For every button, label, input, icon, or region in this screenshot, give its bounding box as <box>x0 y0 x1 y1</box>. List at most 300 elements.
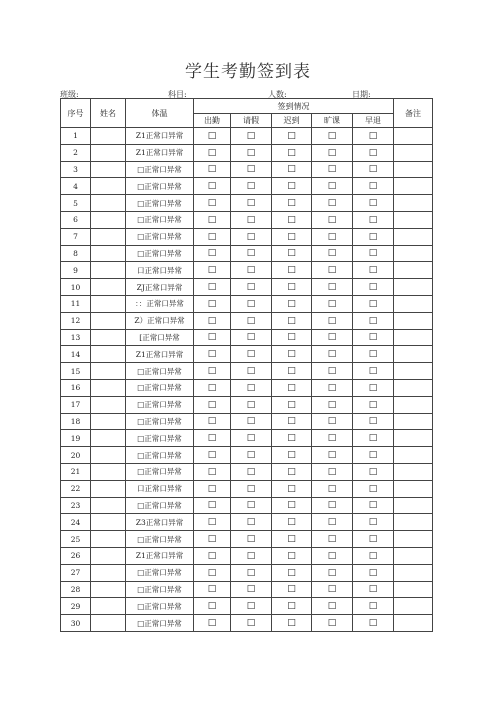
late-checkbox[interactable]: □ <box>272 161 312 178</box>
header-note: 备注 <box>394 99 433 128</box>
table-row <box>61 497 433 514</box>
table-row <box>61 564 433 581</box>
absent-checkbox[interactable]: □ <box>312 295 353 312</box>
early-leave-checkbox[interactable]: □ <box>353 144 394 161</box>
row-number: 1 <box>61 128 91 145</box>
absent-checkbox[interactable]: □ <box>312 363 353 380</box>
absent-checkbox[interactable]: □ <box>312 128 353 145</box>
absent-checkbox[interactable]: □ <box>312 396 353 413</box>
name-cell[interactable] <box>91 245 126 262</box>
note-cell[interactable] <box>394 144 433 161</box>
leave-checkbox[interactable]: □ <box>231 295 272 312</box>
early-leave-checkbox[interactable]: □ <box>353 363 394 380</box>
absent-checkbox[interactable]: □ <box>312 463 353 480</box>
row-number: 11 <box>61 295 91 312</box>
note-cell[interactable] <box>394 396 433 413</box>
late-checkbox[interactable]: □ <box>272 279 312 296</box>
temperature-cell[interactable]: ：：正常口异常 <box>126 295 194 312</box>
temperature-cell[interactable]: □正常口异常 <box>126 531 194 548</box>
leave-checkbox[interactable]: □ <box>231 363 272 380</box>
name-cell[interactable] <box>91 497 126 514</box>
present-checkbox[interactable]: □ <box>194 514 231 531</box>
header-leave: 请假 <box>231 114 272 128</box>
row-number: 5 <box>61 195 91 212</box>
header-checkin: 签到情况 <box>194 99 394 114</box>
name-cell[interactable] <box>91 312 126 329</box>
note-cell[interactable] <box>394 497 433 514</box>
early-leave-checkbox[interactable]: □ <box>353 615 394 632</box>
table-row <box>61 228 433 245</box>
absent-checkbox[interactable]: □ <box>312 480 353 497</box>
leave-checkbox[interactable]: □ <box>231 413 272 430</box>
note-cell[interactable] <box>394 615 433 632</box>
present-checkbox[interactable]: □ <box>194 279 231 296</box>
header-name: 姓名 <box>91 99 126 128</box>
early-leave-checkbox[interactable]: □ <box>353 161 394 178</box>
temperature-cell[interactable]: □正常口异常 <box>126 228 194 245</box>
row-number: 23 <box>61 497 91 514</box>
note-cell[interactable] <box>394 463 433 480</box>
table-row <box>61 547 433 564</box>
absent-checkbox[interactable]: □ <box>312 430 353 447</box>
row-number: 12 <box>61 312 91 329</box>
row-number: 3 <box>61 161 91 178</box>
row-number: 10 <box>61 279 91 296</box>
name-cell[interactable] <box>91 279 126 296</box>
leave-checkbox[interactable]: □ <box>231 531 272 548</box>
leave-checkbox[interactable]: □ <box>231 430 272 447</box>
table-row <box>61 279 433 296</box>
present-checkbox[interactable]: □ <box>194 228 231 245</box>
early-leave-checkbox[interactable]: □ <box>353 547 394 564</box>
row-number: 25 <box>61 531 91 548</box>
absent-checkbox[interactable]: □ <box>312 262 353 279</box>
temperature-cell[interactable]: Z1正常口异常 <box>126 144 194 161</box>
name-cell[interactable] <box>91 295 126 312</box>
name-cell[interactable] <box>91 346 126 363</box>
temperature-cell[interactable]: □正常口异常 <box>126 564 194 581</box>
late-checkbox[interactable]: □ <box>272 312 312 329</box>
leave-checkbox[interactable]: □ <box>231 161 272 178</box>
leave-checkbox[interactable]: □ <box>231 128 272 145</box>
name-cell[interactable] <box>91 463 126 480</box>
late-checkbox[interactable]: □ <box>272 211 312 228</box>
late-checkbox[interactable]: □ <box>272 144 312 161</box>
name-cell[interactable] <box>91 195 126 212</box>
late-checkbox[interactable]: □ <box>272 228 312 245</box>
leave-checkbox[interactable]: □ <box>231 262 272 279</box>
note-cell[interactable] <box>394 161 433 178</box>
late-checkbox[interactable]: □ <box>272 396 312 413</box>
leave-checkbox[interactable]: □ <box>231 228 272 245</box>
leave-checkbox[interactable]: □ <box>231 396 272 413</box>
early-leave-checkbox[interactable]: □ <box>353 514 394 531</box>
present-checkbox[interactable]: □ <box>194 396 231 413</box>
absent-checkbox[interactable]: □ <box>312 211 353 228</box>
early-leave-checkbox[interactable]: □ <box>353 245 394 262</box>
note-cell[interactable] <box>394 430 433 447</box>
note-cell[interactable] <box>394 363 433 380</box>
leave-checkbox[interactable]: □ <box>231 463 272 480</box>
late-checkbox[interactable]: □ <box>272 430 312 447</box>
late-checkbox[interactable]: □ <box>272 128 312 145</box>
note-cell[interactable] <box>394 279 433 296</box>
temperature-cell[interactable]: □正常口异常 <box>126 581 194 598</box>
present-checkbox[interactable]: □ <box>194 312 231 329</box>
name-cell[interactable] <box>91 228 126 245</box>
temperature-cell[interactable]: Z1正常口异常 <box>126 128 194 145</box>
temperature-cell[interactable]: 口正常口异常 <box>126 262 194 279</box>
temperature-cell[interactable]: □正常口异常 <box>126 463 194 480</box>
note-cell[interactable] <box>394 312 433 329</box>
present-checkbox[interactable]: □ <box>194 262 231 279</box>
temperature-cell[interactable]: □正常口异常 <box>126 598 194 615</box>
late-checkbox[interactable]: □ <box>272 598 312 615</box>
table-row <box>61 178 433 195</box>
row-number: 18 <box>61 413 91 430</box>
name-cell[interactable] <box>91 379 126 396</box>
absent-checkbox[interactable]: □ <box>312 547 353 564</box>
name-cell[interactable] <box>91 598 126 615</box>
temperature-cell[interactable]: □正常口异常 <box>126 497 194 514</box>
leave-checkbox[interactable]: □ <box>231 379 272 396</box>
temperature-cell[interactable]: □正常口异常 <box>126 615 194 632</box>
row-number: 14 <box>61 346 91 363</box>
leave-checkbox[interactable]: □ <box>231 211 272 228</box>
early-leave-checkbox[interactable]: □ <box>353 195 394 212</box>
early-leave-checkbox[interactable]: □ <box>353 379 394 396</box>
name-cell[interactable] <box>91 178 126 195</box>
name-cell[interactable] <box>91 262 126 279</box>
table-row <box>61 463 433 480</box>
temperature-cell[interactable]: Z1正常口异常 <box>126 547 194 564</box>
early-leave-checkbox[interactable]: □ <box>353 581 394 598</box>
note-cell[interactable] <box>394 581 433 598</box>
row-number: 20 <box>61 447 91 464</box>
present-checkbox[interactable]: □ <box>194 295 231 312</box>
present-checkbox[interactable]: □ <box>194 413 231 430</box>
name-cell[interactable] <box>91 547 126 564</box>
present-checkbox[interactable]: □ <box>194 598 231 615</box>
present-checkbox[interactable]: □ <box>194 615 231 632</box>
name-cell[interactable] <box>91 447 126 464</box>
table-row <box>61 430 433 447</box>
leave-checkbox[interactable]: □ <box>231 312 272 329</box>
note-cell[interactable] <box>394 379 433 396</box>
table-row <box>61 413 433 430</box>
attendance-table <box>60 98 433 632</box>
temperature-cell[interactable]: □正常口异常 <box>126 245 194 262</box>
absent-checkbox[interactable]: □ <box>312 413 353 430</box>
name-cell[interactable] <box>91 161 126 178</box>
row-number: 27 <box>61 564 91 581</box>
name-cell[interactable] <box>91 329 126 346</box>
header-early-leave: 早退 <box>353 114 394 128</box>
late-checkbox[interactable]: □ <box>272 245 312 262</box>
row-number: 21 <box>61 463 91 480</box>
early-leave-checkbox[interactable]: □ <box>353 430 394 447</box>
temperature-cell[interactable]: Z1正常口异常 <box>126 346 194 363</box>
present-checkbox[interactable]: □ <box>194 447 231 464</box>
present-checkbox[interactable]: □ <box>194 144 231 161</box>
row-number: 2 <box>61 144 91 161</box>
late-checkbox[interactable]: □ <box>272 178 312 195</box>
absent-checkbox[interactable]: □ <box>312 161 353 178</box>
late-checkbox[interactable]: □ <box>272 564 312 581</box>
name-cell[interactable] <box>91 531 126 548</box>
name-cell[interactable] <box>91 514 126 531</box>
leave-checkbox[interactable]: □ <box>231 615 272 632</box>
early-leave-checkbox[interactable]: □ <box>353 396 394 413</box>
name-cell[interactable] <box>91 480 126 497</box>
page-title: 学生考勤签到表 <box>185 62 311 82</box>
present-checkbox[interactable]: □ <box>194 346 231 363</box>
early-leave-checkbox[interactable]: □ <box>353 497 394 514</box>
early-leave-checkbox[interactable]: □ <box>353 228 394 245</box>
late-checkbox[interactable]: □ <box>272 497 312 514</box>
present-checkbox[interactable]: □ <box>194 497 231 514</box>
absent-checkbox[interactable]: □ <box>312 312 353 329</box>
absent-checkbox[interactable]: □ <box>312 581 353 598</box>
date-label: 日期: <box>352 90 371 99</box>
header-temp: 体温 <box>126 99 194 128</box>
leave-checkbox[interactable]: □ <box>231 514 272 531</box>
late-checkbox[interactable]: □ <box>272 262 312 279</box>
table-body <box>61 128 433 632</box>
leave-checkbox[interactable]: □ <box>231 564 272 581</box>
present-checkbox[interactable]: □ <box>194 161 231 178</box>
leave-checkbox[interactable]: □ <box>231 279 272 296</box>
note-cell[interactable] <box>394 547 433 564</box>
late-checkbox[interactable]: □ <box>272 195 312 212</box>
absent-checkbox[interactable]: □ <box>312 279 353 296</box>
table-row <box>61 312 433 329</box>
early-leave-checkbox[interactable]: □ <box>353 178 394 195</box>
note-cell[interactable] <box>394 531 433 548</box>
temperature-cell[interactable]: □正常口异常 <box>126 211 194 228</box>
absent-checkbox[interactable]: □ <box>312 447 353 464</box>
leave-checkbox[interactable]: □ <box>231 581 272 598</box>
note-cell[interactable] <box>394 128 433 145</box>
present-checkbox[interactable]: □ <box>194 363 231 380</box>
row-number: 19 <box>61 430 91 447</box>
table-row <box>61 144 433 161</box>
late-checkbox[interactable]: □ <box>272 615 312 632</box>
leave-checkbox[interactable]: □ <box>231 598 272 615</box>
absent-checkbox[interactable]: □ <box>312 514 353 531</box>
early-leave-checkbox[interactable]: □ <box>353 211 394 228</box>
early-leave-checkbox[interactable]: □ <box>353 262 394 279</box>
note-cell[interactable] <box>394 195 433 212</box>
table-row <box>61 447 433 464</box>
leave-checkbox[interactable]: □ <box>231 480 272 497</box>
note-cell[interactable] <box>394 329 433 346</box>
leave-checkbox[interactable]: □ <box>231 447 272 464</box>
late-checkbox[interactable]: □ <box>272 295 312 312</box>
late-checkbox[interactable]: □ <box>272 463 312 480</box>
early-leave-checkbox[interactable]: □ <box>353 531 394 548</box>
table-row <box>61 346 433 363</box>
name-cell[interactable] <box>91 581 126 598</box>
present-checkbox[interactable]: □ <box>194 195 231 212</box>
absent-checkbox[interactable]: □ <box>312 497 353 514</box>
note-cell[interactable] <box>394 262 433 279</box>
present-checkbox[interactable]: □ <box>194 480 231 497</box>
absent-checkbox[interactable]: □ <box>312 195 353 212</box>
absent-checkbox[interactable]: □ <box>312 346 353 363</box>
late-checkbox[interactable]: □ <box>272 413 312 430</box>
note-cell[interactable] <box>394 245 433 262</box>
row-number: 6 <box>61 211 91 228</box>
leave-checkbox[interactable]: □ <box>231 329 272 346</box>
leave-checkbox[interactable]: □ <box>231 195 272 212</box>
note-cell[interactable] <box>394 346 433 363</box>
early-leave-checkbox[interactable]: □ <box>353 128 394 145</box>
temperature-cell[interactable]: □正常口异常 <box>126 396 194 413</box>
temperature-cell[interactable]: 口正常口异常 <box>126 480 194 497</box>
temperature-cell[interactable]: Z3正常口异常 <box>126 514 194 531</box>
early-leave-checkbox[interactable]: □ <box>353 564 394 581</box>
present-checkbox[interactable]: □ <box>194 211 231 228</box>
present-checkbox[interactable]: □ <box>194 564 231 581</box>
absent-checkbox[interactable]: □ <box>312 379 353 396</box>
temperature-cell[interactable]: □正常口异常 <box>126 161 194 178</box>
temperature-cell[interactable]: □正常口异常 <box>126 379 194 396</box>
late-checkbox[interactable]: □ <box>272 547 312 564</box>
table-row <box>61 262 433 279</box>
table-row <box>61 128 433 145</box>
table-row <box>61 615 433 632</box>
late-checkbox[interactable]: □ <box>272 480 312 497</box>
late-checkbox[interactable]: □ <box>272 329 312 346</box>
subject-label: 科目: <box>168 90 187 99</box>
leave-checkbox[interactable]: □ <box>231 346 272 363</box>
absent-checkbox[interactable]: □ <box>312 228 353 245</box>
name-cell[interactable] <box>91 430 126 447</box>
header-absent: 旷课 <box>312 114 353 128</box>
temperature-cell[interactable]: □正常口异常 <box>126 195 194 212</box>
present-checkbox[interactable]: □ <box>194 463 231 480</box>
present-checkbox[interactable]: □ <box>194 128 231 145</box>
present-checkbox[interactable]: □ <box>194 430 231 447</box>
table-row <box>61 245 433 262</box>
name-cell[interactable] <box>91 396 126 413</box>
note-cell[interactable] <box>394 178 433 195</box>
note-cell[interactable] <box>394 295 433 312</box>
early-leave-checkbox[interactable]: □ <box>353 295 394 312</box>
temperature-cell[interactable]: □正常口异常 <box>126 413 194 430</box>
note-cell[interactable] <box>394 228 433 245</box>
name-cell[interactable] <box>91 363 126 380</box>
leave-checkbox[interactable]: □ <box>231 178 272 195</box>
table-row <box>61 379 433 396</box>
late-checkbox[interactable]: □ <box>272 531 312 548</box>
note-cell[interactable] <box>394 447 433 464</box>
early-leave-checkbox[interactable]: □ <box>353 312 394 329</box>
temperature-cell[interactable]: □正常口异常 <box>126 363 194 380</box>
present-checkbox[interactable]: □ <box>194 531 231 548</box>
absent-checkbox[interactable]: □ <box>312 564 353 581</box>
absent-checkbox[interactable]: □ <box>312 178 353 195</box>
name-cell[interactable] <box>91 211 126 228</box>
note-cell[interactable] <box>394 514 433 531</box>
present-checkbox[interactable]: □ <box>194 581 231 598</box>
table-row <box>61 514 433 531</box>
name-cell[interactable] <box>91 144 126 161</box>
name-cell[interactable] <box>91 413 126 430</box>
name-cell[interactable] <box>91 615 126 632</box>
absent-checkbox[interactable]: □ <box>312 531 353 548</box>
early-leave-checkbox[interactable]: □ <box>353 598 394 615</box>
name-cell[interactable] <box>91 564 126 581</box>
early-leave-checkbox[interactable]: □ <box>353 413 394 430</box>
late-checkbox[interactable]: □ <box>272 346 312 363</box>
table-row <box>61 531 433 548</box>
table-row <box>61 161 433 178</box>
row-number: 24 <box>61 514 91 531</box>
late-checkbox[interactable]: □ <box>272 514 312 531</box>
present-checkbox[interactable]: □ <box>194 245 231 262</box>
early-leave-checkbox[interactable]: □ <box>353 279 394 296</box>
note-cell[interactable] <box>394 564 433 581</box>
late-checkbox[interactable]: □ <box>272 581 312 598</box>
temperature-cell[interactable]: □正常口异常 <box>126 178 194 195</box>
absent-checkbox[interactable]: □ <box>312 598 353 615</box>
absent-checkbox[interactable]: □ <box>312 615 353 632</box>
late-checkbox[interactable]: □ <box>272 363 312 380</box>
early-leave-checkbox[interactable]: □ <box>353 329 394 346</box>
table-row <box>61 363 433 380</box>
present-checkbox[interactable]: □ <box>194 379 231 396</box>
leave-checkbox[interactable]: □ <box>231 144 272 161</box>
note-cell[interactable] <box>394 480 433 497</box>
early-leave-checkbox[interactable]: □ <box>353 463 394 480</box>
temperature-cell[interactable]: Z）正常口异常 <box>126 312 194 329</box>
late-checkbox[interactable]: □ <box>272 379 312 396</box>
header-late: 迟到 <box>272 114 312 128</box>
early-leave-checkbox[interactable]: □ <box>353 346 394 363</box>
table-row <box>61 396 433 413</box>
note-cell[interactable] <box>394 413 433 430</box>
leave-checkbox[interactable]: □ <box>231 497 272 514</box>
present-checkbox[interactable]: □ <box>194 178 231 195</box>
temperature-cell[interactable]: □正常口异常 <box>126 447 194 464</box>
row-number: 9 <box>61 262 91 279</box>
early-leave-checkbox[interactable]: □ <box>353 480 394 497</box>
row-number: 17 <box>61 396 91 413</box>
leave-checkbox[interactable]: □ <box>231 547 272 564</box>
late-checkbox[interactable]: □ <box>272 447 312 464</box>
note-cell[interactable] <box>394 598 433 615</box>
note-cell[interactable] <box>394 211 433 228</box>
present-checkbox[interactable]: □ <box>194 329 231 346</box>
temperature-cell[interactable]: ZJ正常口异常 <box>126 279 194 296</box>
absent-checkbox[interactable]: □ <box>312 245 353 262</box>
header-seq: 序号 <box>61 99 91 128</box>
class-label: 班级: <box>60 90 79 99</box>
row-number: 29 <box>61 598 91 615</box>
present-checkbox[interactable]: □ <box>194 547 231 564</box>
table-row <box>61 211 433 228</box>
temperature-cell[interactable]: [正常口异常 <box>126 329 194 346</box>
leave-checkbox[interactable]: □ <box>231 245 272 262</box>
row-number: 28 <box>61 581 91 598</box>
name-cell[interactable] <box>91 128 126 145</box>
absent-checkbox[interactable]: □ <box>312 329 353 346</box>
absent-checkbox[interactable]: □ <box>312 144 353 161</box>
temperature-cell[interactable]: □正常口异常 <box>126 430 194 447</box>
early-leave-checkbox[interactable]: □ <box>353 447 394 464</box>
